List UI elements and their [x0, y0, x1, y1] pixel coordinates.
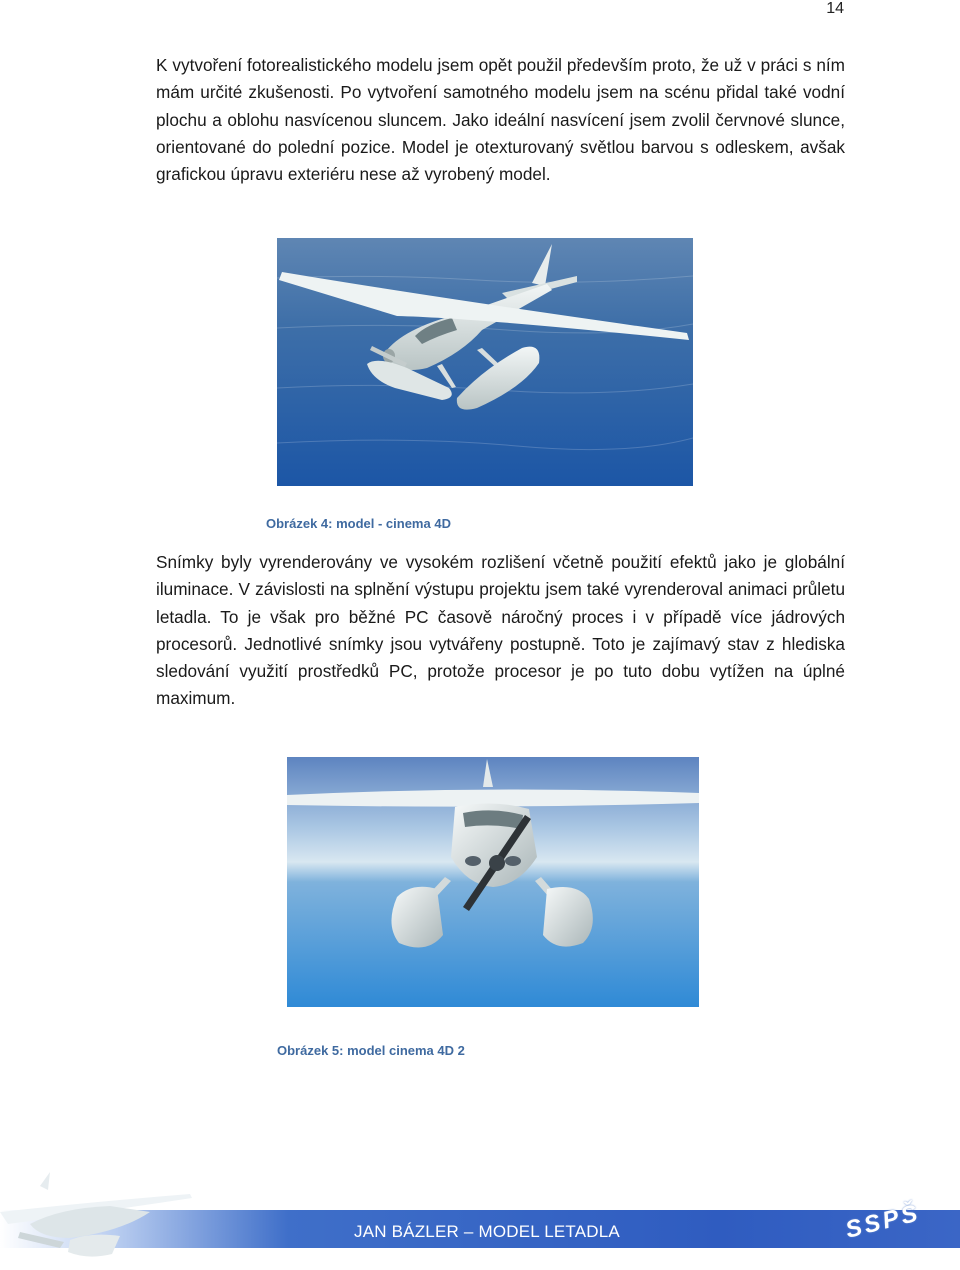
- footer-band: [0, 1172, 960, 1265]
- figure-seaplane-front-render: [287, 757, 699, 1007]
- figure-seaplane-side-render: [277, 238, 693, 486]
- figure-caption-5: Obrázek 5: model cinema 4D 2: [277, 1043, 465, 1058]
- paragraph-intro: K vytvoření fotorealistického modelu jsem opět použil především proto, že už v práci s ním mám určité zkušenosti. Po vytvoření samotného modelu jsem na scénu přidal také vodní plochu a oblohu nasvícenou sluncem. Jako ideální nasvícení jsem zvolil červnové slunce, orientované do polední pozice. Model je otexturovaný světlou barvou s odleskem, avšak grafickou úpravu exteriéru nese až vyrobený model.: [156, 55, 845, 185]
- footer-author-title: JAN BÁZLER – MODEL LETADLA: [354, 1222, 620, 1241]
- footer-graphic: [0, 1172, 960, 1265]
- paragraph-rendering: Snímky byly vyrenderovány ve vysokém rozlišení včetně použití efektů jako je globální iluminace. V závislosti na splnění výstupu projektu jsem také vyrenderoval animaci průletu letadla. To je však pro běžné PC časově náročný proces i v případě více jádrových procesorů. Jednotlivé snímky jsou vytvářeny postupně. Toto je zajímavý stav z hlediska sledování využití prostředků PC, protože procesor je po tuto dobu vytížen na úplné maximum.: [156, 552, 845, 709]
- page-number: 14: [826, 0, 844, 17]
- school-logo: SSPŠ: [842, 1199, 924, 1244]
- figure-caption-4: Obrázek 4: model - cinema 4D: [266, 516, 451, 531]
- seaplane-side-image: [277, 238, 693, 486]
- seaplane-front-image: [287, 757, 699, 1007]
